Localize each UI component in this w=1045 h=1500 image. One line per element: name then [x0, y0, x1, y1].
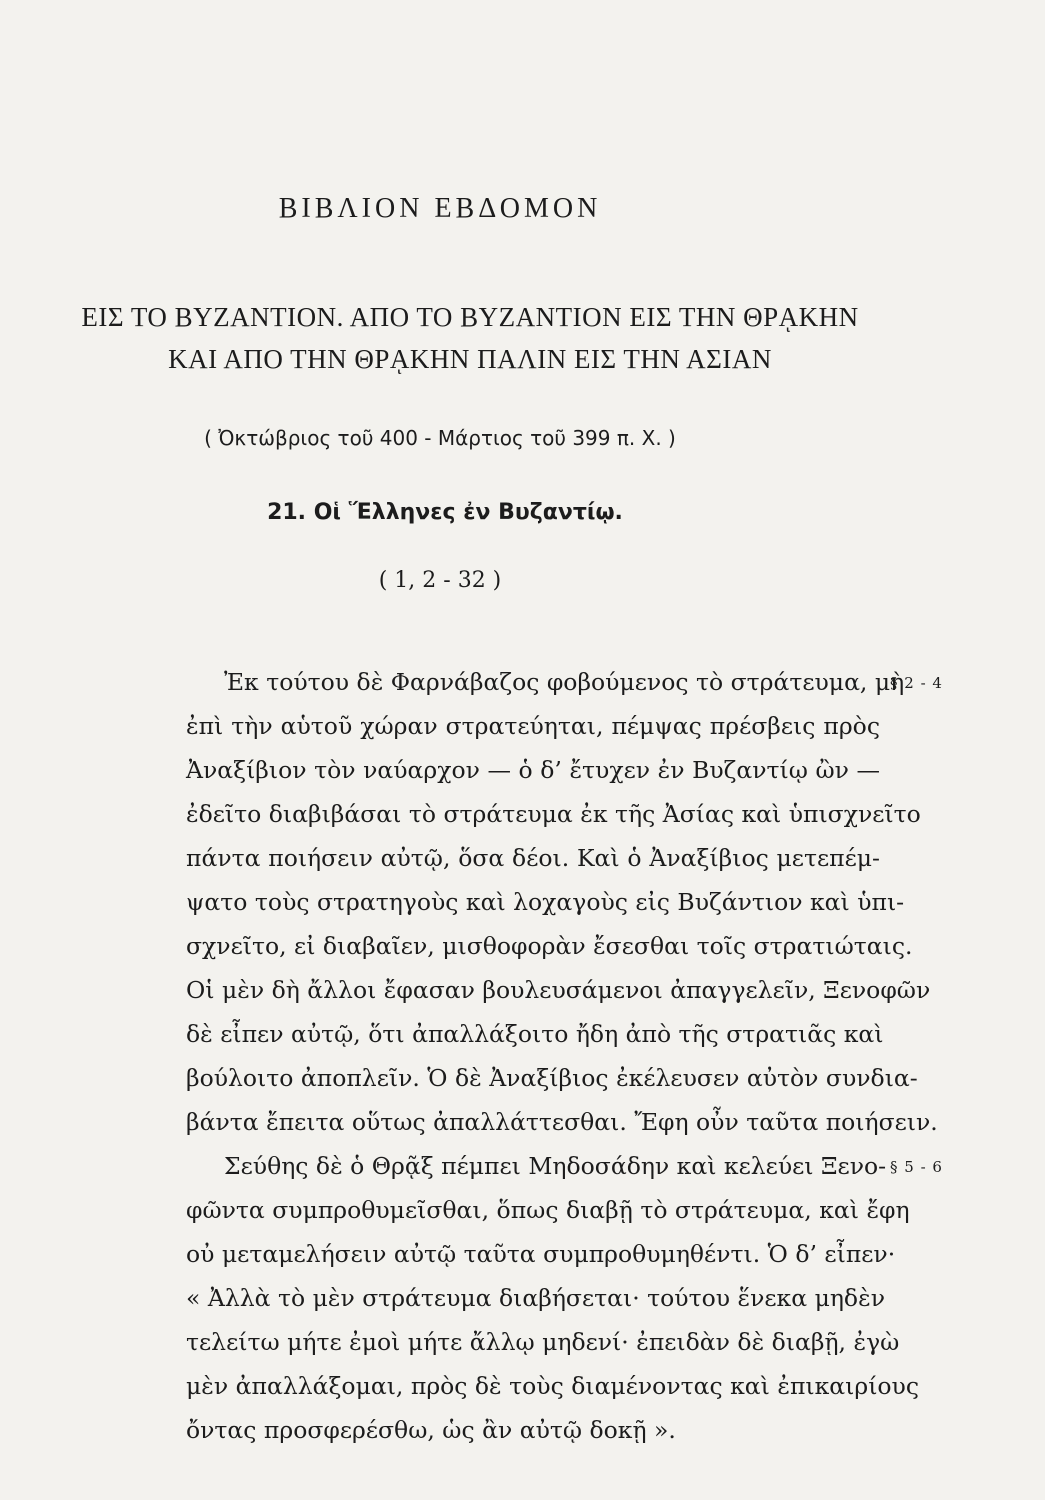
text-line: Ἀναξίβιον τὸν ναύαρχον — ὁ δ’ ἔτυχεν ἐν Βυζαντίῳ ὢν —	[186, 756, 880, 784]
text-line: οὐ μεταμελήσειν αὐτῷ ταῦτα συμπροθυμηθέντι. Ὁ δ’ εἶπεν·	[186, 1240, 896, 1268]
text-line: πάντα ποιήσειν αὐτῷ, ὅσα δέοι. Καὶ ὁ Ἀναξίβιος μετεπέμ-	[186, 844, 880, 872]
text-line: ψατο τοὺς στρατηγοὺς καὶ λοχαγοὺς εἰς Βυζάντιον καὶ ὑπι-	[186, 888, 905, 916]
text-line: « Ἀλλὰ τὸ μὲν στράτευμα διαβήσεται· τούτου ἕνεκα μηδὲν	[186, 1284, 885, 1312]
section-heading-line-1: ΕΙΣ ΤΟ ΒΥΖΑΝΤΙΟΝ. ΑΠΟ ΤΟ ΒΥΖΑΝΤΙΟΝ ΕΙΣ ΤΗΝ ΘΡᾼΚΗΝ	[81, 302, 859, 332]
chapter-title: 21. Οἱ Ἕλληνες ἐν Βυζαντίῳ.	[267, 500, 623, 525]
text-line: Ἐκ τούτου δὲ Φαρνάβαζος φοβούμενος τὸ στράτευμα, μὴ	[224, 668, 905, 696]
text-line: σχνεῖτο, εἰ διαβαῖεν, μισθοφορὰν ἔσεσθαι τοῖς στρατιώταις.	[186, 932, 913, 960]
margin-reference: § 2 - 4	[890, 674, 943, 692]
text-line: Σεύθης δὲ ὁ Θρᾷξ πέμπει Μηδοσάδην καὶ κελεύει Ξενο-	[224, 1152, 887, 1180]
book-title: ΒΙΒΛΙΟΝ ΕΒΔΟΜΟΝ	[278, 193, 602, 224]
text-line: βούλοιτο ἀποπλεῖν. Ὁ δὲ Ἀναξίβιος ἐκέλευσεν αὐτὸν συνδια-	[186, 1064, 918, 1092]
date-range: ( Ὀκτώβριος τοῦ 400 - Μάρτιος τοῦ 399 π. Χ. )	[204, 426, 676, 450]
passage-range: ( 1, 2 - 32 )	[378, 568, 502, 593]
text-line: ἐδεῖτο διαβιβάσαι τὸ στράτευμα ἐκ τῆς Ἀσίας καὶ ὑπισχνεῖτο	[186, 800, 921, 828]
text-line: ἐπὶ τὴν αὑτοῦ χώραν στρατεύηται, πέμψας πρέσβεις πρὸς	[186, 712, 880, 740]
text-line: τελείτω μήτε ἐμοὶ μήτε ἄλλῳ μηδενί· ἐπειδὰν δὲ διαβῇ, ἐγὼ	[186, 1328, 900, 1356]
text-line: Οἱ μὲν δὴ ἄλλοι ἔφασαν βουλευσάμενοι ἀπαγγελεῖν, Ξενοφῶν	[186, 976, 931, 1004]
text-line: βάντα ἔπειτα οὕτως ἀπαλλάττεσθαι. Ἔφη οὖν ταῦτα ποιήσειν.	[186, 1108, 938, 1136]
text-line: ὄντας προσφερέσθω, ὡς ἂν αὐτῷ δοκῇ ».	[186, 1416, 676, 1444]
text-line: φῶντα συμπροθυμεῖσθαι, ὅπως διαβῇ τὸ στράτευμα, καὶ ἔφη	[186, 1196, 910, 1224]
text-line: δὲ εἶπεν αὐτῷ, ὅτι ἀπαλλάξοιτο ἤδη ἀπὸ τῆς στρατιᾶς καὶ	[186, 1020, 884, 1048]
margin-reference: § 5 - 6	[890, 1158, 943, 1176]
text-line: μὲν ἀπαλλάξομαι, πρὸς δὲ τοὺς διαμένοντας καὶ ἐπικαιρίους	[186, 1372, 920, 1400]
section-heading-line-2: ΚΑΙ ΑΠΟ ΤΗΝ ΘΡᾼΚΗΝ ΠΑΛΙΝ ΕΙΣ ΤΗΝ ΑΣΙΑΝ	[168, 344, 772, 374]
